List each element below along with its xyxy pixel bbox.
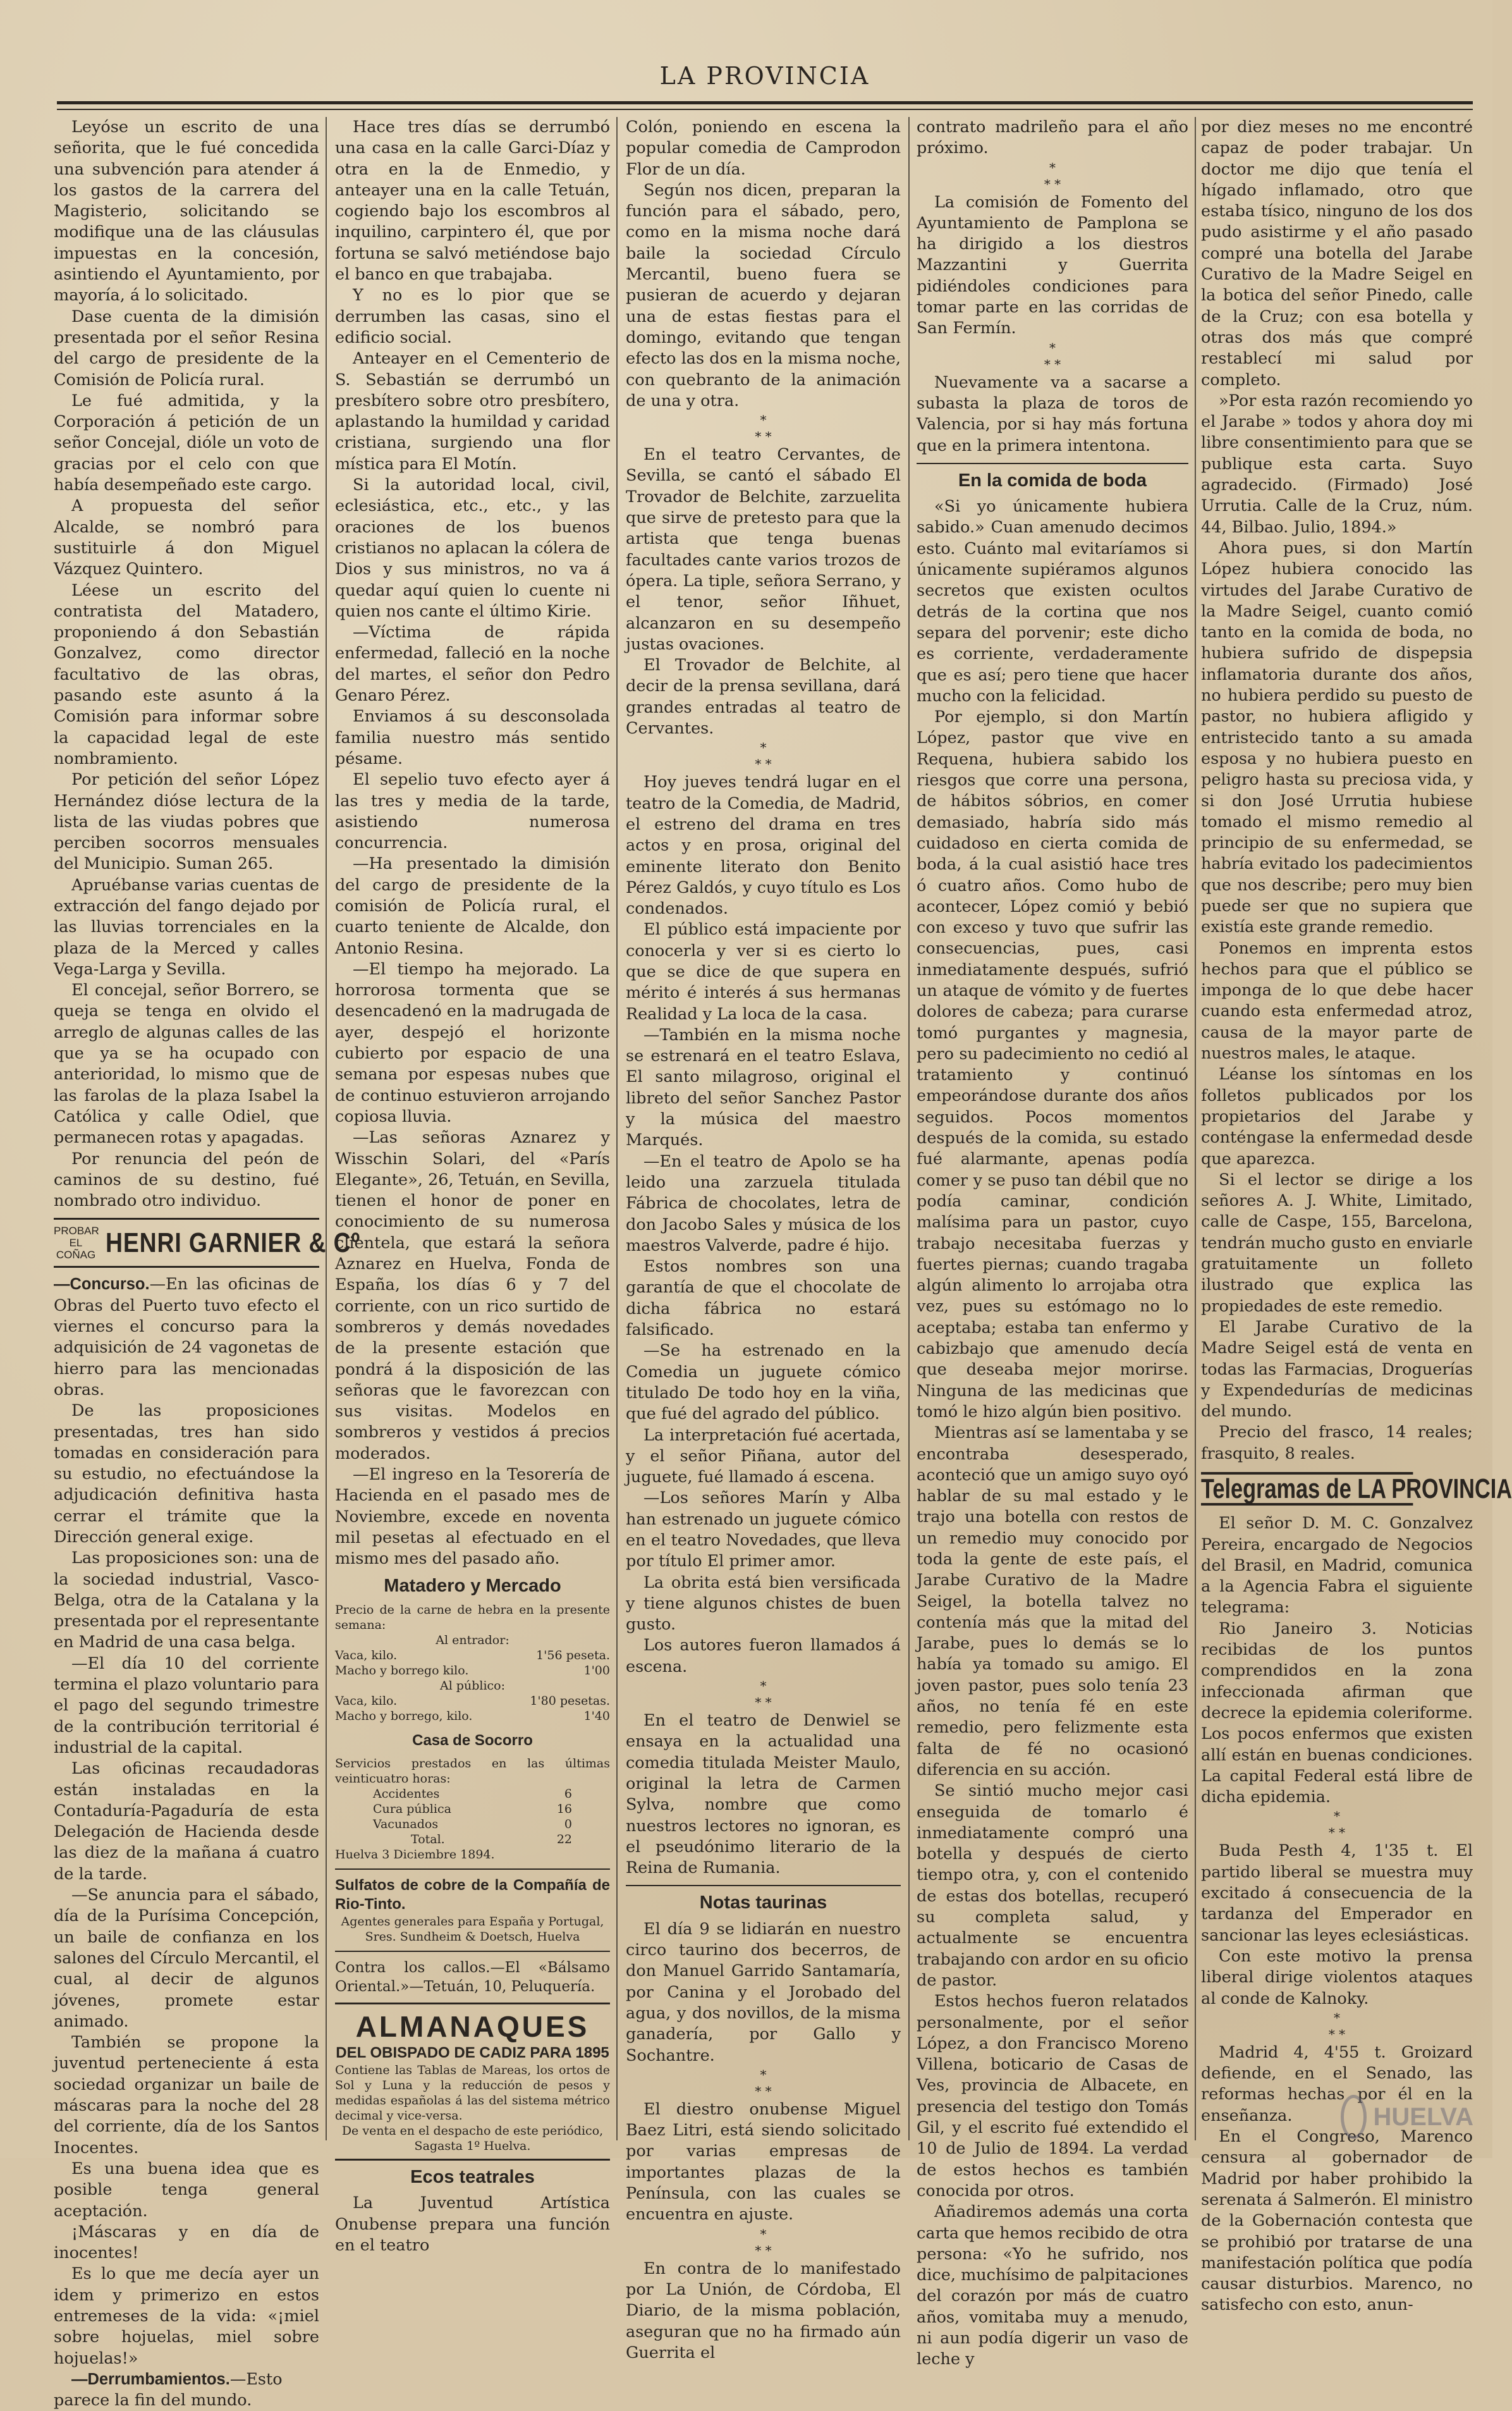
article-paragraph: Por petición del señor López Hernández dióse lectura de la lista de las viudas pobres que perciben socorros mensuales del Municipio. Suman 265.	[54, 770, 319, 874]
article-paragraph: Añadiremos además una corta carta que hemos recibido de otra persona: «Yo he sufrido, nos dice, muchísimo de palpitaciones del corazón por más de cuatro años, vomitaba muy a menudo, ni aun podía digerir un vaso de leche y	[917, 2202, 1188, 2369]
ad-line: Contiene las Tablas de Mareas, los ortos de Sol y Luna y la reducción de pesos y medidas españolas á las del sistema métrico decimal y vice-versa.	[335, 2063, 610, 2123]
article-paragraph: Se sintió mucho mejor casi enseguida de tomarlo é inmediatamente compró una botella y después de cierto tiempo otra, y, con el contenido de estas dos botellas, recuperó su completa salud, y actualmente se encuentra trabajando con ardor en su oficio de pastor.	[917, 1781, 1188, 1990]
watermark-text: HUELVA	[1373, 2102, 1473, 2131]
article-paragraph: —Se anuncia para el sábado, día de la Purísima Concepción, un baile de confianza en los salones del Círculo Mercantil, el cual, al decir de algunos jóvenes, promete estar animado.	[54, 1886, 319, 2031]
article-paragraph: Y no es lo pior que se derrumben las casas, sino el edificio social.	[335, 286, 610, 347]
article-paragraph: «Si yo únicamente hubiera sabido.» Cuan amenudo decimos esto. Cuánto mal evitaríamos si únicamente supiéramos algunos secretos que existen ocultos detrás de la cortina que nos separa del porvenir; este dicho es corriente, verdaderamente que es así; pero tiene que hacer mucho con la felicidad.	[917, 497, 1188, 706]
henri-garnier-ad	[54, 1218, 360, 1268]
almanaques-ad	[335, 2003, 610, 2161]
price-value: 1'56 peseta.	[536, 1648, 610, 1662]
services-label: Cura pública	[373, 1802, 451, 1817]
watermark-logo-icon	[1341, 2095, 1367, 2139]
column-divider	[326, 117, 327, 2140]
price-value: 1'80 pesetas.	[530, 1693, 610, 1708]
separator-asterism: * * *	[1328, 1808, 1346, 1841]
article-paragraph: Es una buena idea que es posible tenga general aceptación.	[54, 2159, 319, 2221]
masthead	[57, 57, 1473, 107]
article-text: —Esto parece la fin del mundo.	[54, 2369, 283, 2410]
almanaques-text	[335, 2063, 610, 2154]
article-paragraph: También se propone la juventud perteneciente á esta sociedad organizar un baile de máscaras para la noche del 28 del corriente, día de los Santos Inocentes.	[54, 2033, 319, 2157]
services-label: Total.	[411, 1832, 445, 1847]
column-2	[335, 117, 610, 2255]
separator-asterism: * * *	[755, 740, 772, 772]
article-paragraph: —Se ha estrenado en la Comedia un juguete cómico titulado De todo hoy en la viña, que fué del agrado del público.	[626, 1341, 901, 1424]
article-paragraph: Según nos dicen, preparan la función para el sábado, pero, como en la misma noche dará baile la sociedad Círculo Mercantil, bueno fuera se pusieran de acuerdo y dejaran una de estas fiestas para el domingo, evitando que tengan efecto las dos en la misma noche, con quebranto de la animación de una y otra.	[626, 180, 901, 410]
newspaper-title: LA PROVINCIA	[659, 62, 870, 90]
article-paragraph: Hace tres días se derrumbó una casa en la calle Garci-Díaz y otra en la de Enmedio, y anteayer una en la calle Tetuán, cogiendo bajo los escombros al inquilino, carpintero él, que por fortuna se salvó metiéndose bajo el banco en que trabajaba.	[335, 118, 610, 285]
section-heading: —Concurso.	[54, 1275, 150, 1294]
article-paragraph: »Por esta razón recomiendo yo el Jarabe » todos y ahora doy mi libre consentimiento para que se publique esta carta. Suyo agradecido. (Firmado) José Urrutia. Calle de la Cruz, núm. 44, Bilbao. Julio, 1894.»	[1201, 391, 1473, 537]
column-divider	[616, 117, 618, 2140]
services-row	[335, 1832, 610, 1847]
section-heading: Ecos teatrales	[410, 2167, 535, 2188]
article-paragraph: El concejal, señor Borrero, se queja se tenga en olvido el arreglo de algunas calles de las que ya se ha ocupado con anterioridad, lo mismo que de las farolas de la plaza Isabel la Católica y calle Odiel, que permanecen rotas y apagadas.	[54, 981, 319, 1148]
price-table	[335, 1602, 610, 1724]
article-paragraph: En el teatro de Denwiel se ensaya en la actualidad una comedia titulada Meister Maulo, original la letra de Carmen Sylva, nombre que como nuestros lectores no ignoran, es el pseudónimo literario de la Reina de Rumania.	[626, 1711, 901, 1878]
price-label: Macho y borrego, kilo.	[335, 1709, 473, 1723]
header-rule-thin	[57, 109, 1473, 110]
almanaques-subtitle: DEL OBISPADO DE CADIZ PARA 1895	[336, 2044, 609, 2062]
price-row	[335, 1663, 610, 1678]
divider	[335, 1868, 610, 1870]
article-text: —En las oficinas de Obras del Puerto tuvo efecto el viernes el concurso para la adquisición de 24 vagonetas de hierro para las mencionadas obras.	[54, 1275, 319, 1399]
divider	[917, 463, 1188, 464]
article-paragraph	[54, 1274, 319, 1401]
services-intro: Servicios prestados en las últimas veinticuatro horas:	[335, 1757, 610, 1786]
article-paragraph: En el teatro Cervantes, de Sevilla, se cantó el sábado El Trovador de Belchite, zarzuelita que sirve de pretesto para que la artista que tenga buenas facultades cante varios trozos de ópera. La tiple, señora Serrano, y el tenor, señor Iñhuet, alcanzaron en su desempeño justas ovaciones.	[626, 445, 901, 654]
article-paragraph	[54, 2369, 319, 2411]
article-paragraph: El sepelio tuvo efecto ayer á las tres y media de la tarde, asistiendo numerosa concurrencia.	[335, 770, 610, 853]
section-heading: Casa de Socorro	[412, 1731, 533, 1749]
price-row	[335, 1648, 610, 1663]
article-paragraph: El Trovador de Belchite, al decir de la prensa sevillana, dará grandes entradas al teatro de Cervantes.	[626, 656, 901, 739]
article-paragraph: —El ingreso en la Tesorería de Hacienda en el pasado mes de Noviembre, excede en noventa mil pesetas al efectuado en el mismo mes del pasado año.	[335, 1465, 610, 1569]
services-value: 22	[556, 1832, 572, 1847]
ad-line: Contra los callos.—El «Bálsamo Oriental.»—Tetuán, 10, Peluquería.	[335, 1960, 610, 1996]
price-value: 1'40	[583, 1709, 610, 1723]
article-paragraph: El Jarabe Curativo de la Madre Seigel está de venta en todas las Farmacias, Droguerías y Expendedurías de medicinas del mundo.	[1201, 1317, 1473, 1421]
price-label: Vaca, kilo.	[335, 1648, 398, 1662]
article-paragraph: —El tiempo ha mejorado. La horrorosa tormenta que se desencadenó en la madrugada de ayer, despejó el horizonte cubierto por espacio de una semana por espesas nubes que de continuo estuvieron arrojando copiosa lluvia.	[335, 959, 610, 1126]
article-paragraph: Anteayer en el Cementerio de S. Sebastián se derrumbó un presbítero sobre otro presbítero, aplastando la humildad y caridad cristiana, surgiendo una flor mística para El Motín.	[335, 349, 610, 474]
article-paragraph: De las proposiciones presentadas, tres han sido tomadas en consideración para su estudio, no efectuándose la adjudicación definitiva hasta cerrar el trámite que la Dirección general exige.	[54, 1401, 319, 1547]
divider	[335, 1951, 610, 1952]
price-subheading: Al entrador:	[436, 1633, 509, 1647]
article-paragraph: Apruébanse varias cuentas de extracción del fango dejado por las lluvias torrenciales en la plaza de la Merced y calles Vega-Larga y Sevilla.	[54, 875, 319, 979]
article-paragraph: La obrita está bien versificada y tiene algunos chistes de buen gusto.	[626, 1573, 901, 1635]
separator-asterism: * * *	[755, 2066, 772, 2099]
services-row	[335, 1817, 610, 1832]
library-watermark	[1341, 2089, 1473, 2145]
article-paragraph: Si la autoridad local, civil, eclesiástica, etc., etc., y las oraciones de los buenos cristianos no aplacan la cólera de Dios y sus ministros, no va á quedar aquí quien lo cuente ni quien nos cante el último Kirie.	[335, 475, 610, 621]
article-paragraph: —Ha presentado la dimisión del cargo de presidente de la comisión de Policía rural, el cuarto teniente de Alcalde, don Antonio Resina.	[335, 854, 610, 958]
section-heading: Notas taurinas	[699, 1893, 827, 1913]
separator-asterism: * * *	[755, 1678, 772, 1710]
article-paragraph: Con este motivo la prensa liberal dirige violentos ataques al conde de Kalnoky.	[1201, 1946, 1473, 2008]
article-paragraph: Colón, poniendo en escena la popular comedia de Camprodon Flor de un día.	[626, 118, 901, 179]
article-paragraph: La comisión de Fomento del Ayuntamiento de Pamplona se ha dirigido a los diestros Mazzantini y Guerrita pidiéndoles condiciones para tomar parte en las corridas de San Fermín.	[917, 192, 1188, 338]
article-paragraph: contrato madrileño para el año próximo.	[917, 118, 1188, 158]
services-label: Vacunados	[373, 1817, 439, 1832]
section-heading: Matadero y Mercado	[384, 1576, 561, 1597]
article-paragraph: La interpretación fué acertada, y el señor Piñana, autor del juguete, fué llamado á escena.	[626, 1425, 901, 1487]
article-paragraph: Por ejemplo, si don Martín López, pastor que vive en Requena, hubiera sabido los riesgos que corre una persona, de hábitos sóbrios, en comer demasiado, habría sido más cuidadoso en cierta comida de boda, á la cual asistió hace tres ó cuatro años. Como hubo de acontecer, López comió y bebió con exceso y tuvo que sufrir las consecuencias, pues, casi inmediatamente después, sufrió un ataque de vómito y de fuertes dolores de cabeza; para curarse tomó purgantes y magnesia, pero su padecimiento no cedió al tratamiento y continuó empeorándose durante dos años seguidos. Pocos momentos después de la comida, su estado fué alarmante, apenas podía comer y se puso tan débil que no podía caminar, condición malísima para un pastor, cuyo trabajo necesitaba fuerzas y fuertes piernas; cuando tragaba algún alimento lo arrojaba otra vez, pues su estómago no lo aceptaba; estaba tan enfermo y cabizbajo que amenudo decía que deseaba mejor morirse. Ninguna de las medicinas que tomó le hizo algún bien positivo.	[917, 708, 1188, 1421]
column-divider	[1195, 117, 1196, 2140]
article-paragraph: —Víctima de rápida enfermedad, falleció en la noche del martes, el señor don Pedro Genaro Pérez.	[335, 623, 610, 706]
article-paragraph: El día 9 se lidiarán en nuestro circo taurino dos becerros, de don Manuel Garrido Santamaría, por Canina y el Jorobado del agua, y dos novillos, de la misma ganadería, por Gallo y Sochantre.	[626, 1919, 901, 2065]
price-intro: Precio de la carne de hebra en la presente semana:	[335, 1602, 610, 1632]
article-paragraph: Hoy jueves tendrá lugar en el teatro de la Comedia, de Madrid, el estreno del drama en tres actos y en prosa, original del eminente literato don Benito Pérez Galdós, y cuyo título es Los condenados.	[626, 773, 901, 919]
price-subheading: Al público:	[439, 1678, 506, 1693]
article-paragraph: Los autores fueron llamados á escena.	[626, 1636, 901, 1676]
price-row	[335, 1709, 610, 1724]
article-paragraph: En contra de lo manifestado por La Unión, de Córdoba, El Diario, de la misma población, aseguran que no ha firmado aún Guerrita el	[626, 2259, 901, 2362]
article-paragraph: Léanse los síntomas en los folletos publicados por los propietarios del Jarabe y conténgase la enfermedad desde que aparezca.	[1201, 1065, 1473, 1169]
article-paragraph: El diestro onubense Miguel Baez Litri, está siendo solicitado por varias empresas de importantes plazas de la Península, con las cuales se encuentra en ajuste.	[626, 2099, 901, 2224]
separator-asterism: * * *	[1328, 2009, 1346, 2042]
article-paragraph: Las proposiciones son: una de la sociedad industrial, Vasco-Belga, otra de la Catalana y la presentada por el representante en Madrid de una casa belga.	[54, 1549, 319, 1652]
column-3	[626, 117, 901, 2362]
article-paragraph: —Las señoras Aznarez y Wisschin Solari, del «París Elegante», 26, Tetuán, en Sevilla, tienen el honor de poner en conocimiento de su numerosa clientela, que estará la señora Aznarez en Huelva, Fonda de España, los días 6 y 7 del corriente, con un rico surtido de sombreros y demás novedades de la presente estación que pondrá á la disposición de las señoras que le favorezcan con sus visitas. Modelos en sombreros y vestidos á precios moderados.	[335, 1128, 610, 1463]
article-paragraph: Nuevamente va a sacarse a subasta la plaza de toros de Valencia, por si hay más fortuna que en la primera intentona.	[917, 372, 1188, 455]
article-paragraph: ¡Máscaras y en día de inocentes!	[54, 2222, 319, 2263]
article-paragraph: Rio Janeiro 3. Noticias recibidas de los puntos comprendidos en la zona infeccionada afirman que decrece la epidemia coleriforme. Los pocos enfermos que existen allí están en buenas condiciones. La capital Federal está libre de dicha epidemia.	[1201, 1619, 1473, 1807]
services-value: 6	[564, 1787, 572, 1801]
article-paragraph: —Los señores Marín y Alba han estrenado un juguete cómico en el teatro Novedades, que lleva por título El primer amor.	[626, 1488, 901, 1571]
separator-asterism: * * *	[755, 412, 772, 445]
separator-asterism: * * *	[1044, 340, 1061, 372]
ad-small-text: PROBAR EL COÑAG	[54, 1225, 99, 1261]
article-paragraph: Le fué admitida, y la Corporación á petición de un señor Concejal, dióle un voto de gracias por el celo con que había desempeñado este cargo.	[54, 391, 319, 495]
article-paragraph: —El día 10 del corriente termina el plazo voluntario para el pago del segundo trimestre de la contribución territorial é industrial de la capital.	[54, 1653, 319, 1757]
article-paragraph: Ponemos en imprenta estos hechos para que el público se imponga de lo que debe hacer cuando esta enfermedad atroz, causa de la mayor parte de nuestros males, le ataque.	[1201, 938, 1473, 1064]
article-paragraph: Dase cuenta de la dimisión presentada por el señor Resina del cargo de presidente de la Comisión de Policía rural.	[54, 307, 319, 390]
article-paragraph: Es lo que me decía ayer un idem y primerizo en estos entremeses de la vida: «¡miel sobre hojuelas, miel sobre hojuelas!»	[54, 2264, 319, 2368]
telegramas-heading: Telegramas de LA PROVINCIA	[1201, 1472, 1413, 1506]
services-value: 0	[564, 1817, 572, 1832]
article-paragraph: por diez meses no me encontré capaz de poder trabajar. Un doctor me dijo que tenía el hígado inflamado, otro que estaba tísico, ninguno de los dos pudo asistirme y el año pasado compré una botella del Jarabe Curativo de la Madre Seigel en la botica del señor Pinedo, calle de la Cruz; con esa botella y otras dos más que compré restablecí mi salud por completo.	[1201, 118, 1473, 390]
column-1	[54, 117, 360, 2410]
separator-asterism: * * *	[755, 2226, 772, 2258]
date-line: Huelva 3 Diciembre 1894.	[335, 1848, 495, 1862]
article-paragraph: A propuesta del señor Alcalde, se nombró para sustituirle á don Miguel Vázquez Quintero.	[54, 496, 319, 579]
services-value: 16	[556, 1802, 572, 1817]
header-rule-thick	[57, 101, 1473, 104]
price-value: 1'00	[583, 1663, 610, 1678]
ad-line: De venta en el despacho de este periódico, Sagasta 1º Huelva.	[341, 2124, 604, 2154]
column-4	[917, 117, 1188, 2369]
services-table	[335, 1756, 610, 1862]
article-paragraph: Precio del frasco, 14 reales; frasquito, 8 reales.	[1201, 1423, 1473, 1463]
article-paragraph: Madrid 4, 4'55 t. Groizard defiende, en el Senado, las reformas hechas por él en la enseñanza.	[1201, 2042, 1473, 2125]
services-row	[335, 1801, 610, 1817]
column-5	[1201, 117, 1512, 2315]
price-row	[335, 1693, 610, 1709]
article-paragraph: La Juventud Artística Onubense prepara una función en el teatro	[335, 2193, 610, 2255]
section-heading: —Derrumbamientos.	[71, 2370, 230, 2388]
divider	[626, 1885, 901, 1886]
article-paragraph: El público está impaciente por conocerla y ver si es cierto lo que se dice de que supera en mérito é interés á sus hermanas Realidad y La loca de la casa.	[626, 920, 901, 1024]
article-paragraph: —También en la misma noche se estrenará en el teatro Eslava, El santo milagroso, original el libreto del señor Sanchez Pastor y la música del maestro Marqués.	[626, 1025, 901, 1150]
services-label: Accidentes	[373, 1787, 440, 1801]
article-paragraph: Por renuncia del peón de caminos de su destino, fué nombrado otro individuo.	[54, 1149, 319, 1211]
article-paragraph: Las oficinas recaudadoras están instaladas en la Contaduría-Pagaduría de esta Delegación de Hacienda desde las diez de la mañana á cuatro de la tarde.	[54, 1759, 319, 1884]
article-paragraph: Si el lector se dirige a los señores A. J. White, Limitado, calle de Caspe, 155, Barcelona, tendrán mucho gusto en enviarle gratuitamente un folleto ilustrado que explica las propiedades de este remedio.	[1201, 1170, 1473, 1316]
article-paragraph: Enviamos á su desconsolada familia nuestro más sentido pésame.	[335, 707, 610, 768]
ad-line: Agentes generales para España y Portugal, Sres. Sundheim & Doetsch, Huelva	[341, 1915, 604, 1944]
ad-brand: HENRI GARNIER & Cº	[106, 1227, 360, 1259]
article-paragraph: Estos hechos fueron relatados personalmente, por el señor López, a don Francisco Moreno Villena, boticario de Casas de Ves, provincia de Albacete, en presencia del testigo don Tomás Gil, y el escrito fué extendido el 10 de Julio de 1894. La verdad de estos hechos es también conocida por otros.	[917, 1992, 1188, 2200]
article-paragraph: Leyóse un escrito de una señorita, que le fué concedida una subvención para atender á los gastos de la carrera del Magisterio, solicitando se modifique una de las cláusulas impuestas en la concesión, asintiendo el Ayuntamiento, por mayoría, á lo solicitado.	[54, 118, 319, 305]
article-paragraph: Buda Pesth 4, 1'35 t. El partido liberal se muestra muy excitado á consecuencia de la tardanza del Emperador en sancionar las leyes eclesiásticas.	[1201, 1841, 1473, 1945]
services-row	[335, 1786, 610, 1801]
price-label: Macho y borrego kilo.	[335, 1663, 469, 1678]
ad-text	[335, 1914, 610, 1944]
article-paragraph: Mientras así se lamentaba y se encontraba desesperado, aconteció que un amigo suyo oyó hablar de su mal estado y le trajo una botella con restos de un remedio muy conocido por toda la gente de este país, el Jarabe Curativo de la Madre Seigel, la botella talvez no contenía más que la mitad del Jarabe, pues lo demás se lo había ya tomado su amigo. El joven pastor, pues solo tenía 23 años, no tenía fé en este remedio, pero felizmente esta falta de fé no ocasionó diferencia en su acción.	[917, 1423, 1188, 1779]
article-paragraph: Léese un escrito del contratista del Matadero, proponiendo á don Sebastián Gonzalvez, como director facultativo de las obras, pasando este asunto á la Comisión para informar sobre la capacidad legal de este nombramiento.	[54, 580, 319, 768]
article-paragraph: En el Congreso, Marenco censura al gobernador de Madrid por haber prohibido la serenata á Salmerón. El ministro de la Gobernación contesta que se prohibió por tratarse de una manifestación política que podía causar disturbios. Marenco, no satisfecho con esto, anun-	[1201, 2127, 1473, 2315]
article-paragraph: Ahora pues, si don Martín López hubiera conocido las virtudes del Jarabe Curativo de la Madre Seigel, cuanto comió tanto en la comida de boda, no hubiera sufrido de dispepsia inflamatoria durante dos años, no hubiera perdido su puesto de pastor, no hubiera afligido y entristecido tanto a su amada esposa y no hubiera puesto en peligro hasta su preciosa vida, y si don José Urrutia hubiese tomado el mismo remedio al principio de su enfermedad, se habría evitado los padecimientos que nos describe; pero muy bien puede ser que no supiera que existía este grande remedio.	[1201, 538, 1473, 937]
column-divider	[908, 117, 910, 2140]
almanaques-title: ALMANAQUES	[355, 2010, 590, 2044]
article-paragraph: El señor D. M. C. Gonzalvez Pereira, encargado de Negocios del Brasil, en Madrid, comunica a la Agencia Fabra el siguiente telegrama:	[1201, 1514, 1473, 1617]
separator-asterism: * * *	[1044, 159, 1061, 192]
article-paragraph: Estos nombres son una garantía de que el chocolate de dicha fábrica no estará falsificado.	[626, 1257, 901, 1340]
price-label: Vaca, kilo.	[335, 1693, 398, 1708]
section-heading: En la comida de boda	[958, 470, 1147, 491]
article-paragraph: —En el teatro de Apolo se ha leido una zarzuela titulada Fábrica de chocolates, letra de don Jacobo Sales y música de los maestros Valverde, padre é hijo.	[626, 1151, 901, 1255]
ad-heading: Sulfatos de cobre de la Compañía de Rio-Tinto.	[335, 1877, 610, 1913]
